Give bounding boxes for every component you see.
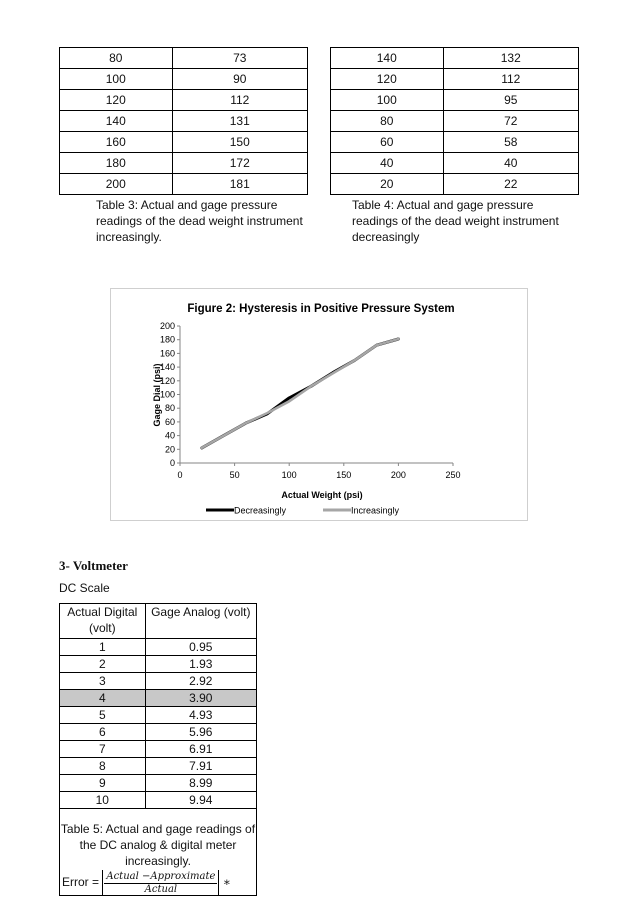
actual-cell: 60 — [331, 132, 444, 153]
x-tick-label: 200 — [390, 470, 406, 480]
actual-cell: 140 — [60, 111, 173, 132]
analog-cell: 8.99 — [145, 775, 256, 792]
caption-line: readings of the dead weight instrument — [96, 214, 303, 228]
actual-cell: 100 — [331, 90, 444, 111]
table-row — [60, 673, 257, 690]
digital-cell: 7 — [60, 741, 146, 758]
digital-cell: 8 — [60, 758, 146, 775]
table-row — [331, 69, 579, 90]
gage-cell: 131 — [172, 111, 307, 132]
table-3-caption — [96, 197, 326, 245]
gage-cell: 40 — [443, 153, 578, 174]
x-tick-label: 150 — [336, 470, 352, 480]
gage-cell: 132 — [443, 48, 578, 69]
error-label: Error = — [62, 875, 100, 889]
y-tick-label: 160 — [159, 348, 175, 359]
header-actual-digital — [60, 604, 146, 639]
header-line: Actual Digital — [67, 605, 138, 619]
table-3 — [59, 47, 308, 195]
y-tick-label: 20 — [164, 444, 175, 455]
header-gage-analog — [145, 604, 256, 639]
analog-cell: 0.95 — [145, 639, 256, 656]
caption-line: Table 5: Actual and gage readings of — [60, 822, 256, 836]
table-row — [60, 707, 257, 724]
table-row — [331, 90, 579, 111]
analog-cell: 4.93 — [145, 707, 256, 724]
dc-scale-label: DC Scale — [59, 581, 110, 595]
y-tick-label: 200 — [159, 321, 175, 331]
analog-cell: 5.96 — [145, 724, 256, 741]
digital-cell: 5 — [60, 707, 146, 724]
digital-cell: 6 — [60, 724, 146, 741]
legend-label: Increasingly — [351, 505, 400, 516]
analog-cell: 7.91 — [145, 758, 256, 775]
table-header-row — [60, 604, 257, 639]
gage-cell: 22 — [443, 174, 578, 195]
table-row — [60, 48, 308, 69]
gage-cell: 112 — [443, 69, 578, 90]
digital-cell: 2 — [60, 656, 146, 673]
table-row — [60, 656, 257, 673]
error-numerator: Actual −Approximate — [106, 870, 216, 882]
table-row — [331, 111, 579, 132]
section-title: 3- Voltmeter — [59, 558, 128, 573]
y-tick-label: 40 — [164, 430, 175, 441]
caption-line: increasingly. — [125, 854, 191, 868]
actual-cell: 180 — [60, 153, 173, 174]
analog-cell: 9.94 — [145, 792, 256, 809]
table-row — [60, 758, 257, 775]
x-tick-label: 100 — [281, 470, 297, 480]
error-formula — [60, 869, 256, 895]
caption-line: the DC analog & digital meter — [79, 838, 237, 852]
header-line: (volt) — [88, 621, 116, 635]
x-axis-label: Actual Weight (psi) — [281, 490, 363, 500]
digital-cell: 1 — [60, 639, 146, 656]
y-tick-label: 100 — [159, 389, 175, 400]
y-tick-label: 180 — [159, 334, 175, 345]
y-axis-label: Gage Dial (psi) — [152, 363, 162, 427]
actual-cell: 200 — [60, 174, 173, 195]
actual-cell: 80 — [331, 111, 444, 132]
actual-cell: 160 — [60, 132, 173, 153]
table-row — [60, 792, 257, 809]
table-row — [60, 111, 308, 132]
table-row — [60, 775, 257, 792]
y-tick-label: 140 — [159, 362, 175, 373]
legend-label: Decreasingly — [234, 505, 287, 516]
table-row — [331, 48, 579, 69]
table-row — [331, 174, 579, 195]
gage-cell: 58 — [443, 132, 578, 153]
actual-cell: 120 — [60, 90, 173, 111]
actual-cell: 20 — [331, 174, 444, 195]
digital-cell: 3 — [60, 673, 146, 690]
gage-cell: 172 — [172, 153, 307, 174]
x-tick-label: 0 — [177, 470, 183, 480]
x-tick-label: 50 — [229, 470, 240, 480]
digital-cell: 9 — [60, 775, 146, 792]
caption-line: increasingly. — [96, 230, 162, 244]
digital-cell: 4 — [60, 690, 146, 707]
hysteresis-chart — [111, 289, 527, 520]
analog-cell: 1.93 — [145, 656, 256, 673]
table-row — [60, 174, 308, 195]
table-5 — [59, 603, 257, 896]
table-4-caption — [352, 197, 582, 245]
table-4 — [330, 47, 579, 195]
error-suffix: ∗ — [222, 875, 231, 889]
error-denominator: Actual — [144, 883, 178, 895]
absolute-value-bars — [102, 870, 219, 896]
header-line: Gage Analog (volt) — [151, 605, 251, 619]
series-line-increasingly — [202, 339, 399, 448]
analog-cell: 3.90 — [145, 690, 256, 707]
table-row — [60, 153, 308, 174]
table-row — [60, 724, 257, 741]
y-tick-label: 120 — [159, 375, 175, 386]
table-row — [331, 153, 579, 174]
caption-line: Table 3: Actual and gage pressure — [96, 198, 278, 212]
actual-cell: 140 — [331, 48, 444, 69]
caption-line: readings of the dead weight instrument — [352, 214, 559, 228]
actual-cell: 120 — [331, 69, 444, 90]
table-row — [60, 132, 308, 153]
caption-line: decreasingly — [352, 230, 420, 244]
table-row — [60, 690, 257, 707]
gage-cell: 95 — [443, 90, 578, 111]
gage-cell: 181 — [172, 174, 307, 195]
gage-cell: 73 — [172, 48, 307, 69]
caption-row — [60, 809, 257, 896]
table-row — [60, 639, 257, 656]
actual-cell: 100 — [60, 69, 173, 90]
hysteresis-chart-frame — [110, 288, 528, 521]
digital-cell: 10 — [60, 792, 146, 809]
table-row — [60, 69, 308, 90]
error-fraction — [104, 871, 217, 896]
analog-cell: 2.92 — [145, 673, 256, 690]
actual-cell: 40 — [331, 153, 444, 174]
x-tick-label: 250 — [445, 470, 461, 480]
table-row — [60, 741, 257, 758]
table-row — [60, 90, 308, 111]
gage-cell: 150 — [172, 132, 307, 153]
y-tick-label: 60 — [164, 416, 175, 427]
table-row — [331, 132, 579, 153]
y-tick-label: 80 — [164, 403, 175, 414]
gage-cell: 112 — [172, 90, 307, 111]
analog-cell: 6.91 — [145, 741, 256, 758]
y-tick-label: 0 — [169, 458, 175, 468]
chart-title: Figure 2: Hysteresis in Positive Pressure System — [187, 303, 455, 315]
gage-cell: 90 — [172, 69, 307, 90]
gage-cell: 72 — [443, 111, 578, 132]
caption-line: Table 4: Actual and gage pressure — [352, 198, 534, 212]
table-5-caption — [60, 809, 257, 896]
actual-cell: 80 — [60, 48, 173, 69]
